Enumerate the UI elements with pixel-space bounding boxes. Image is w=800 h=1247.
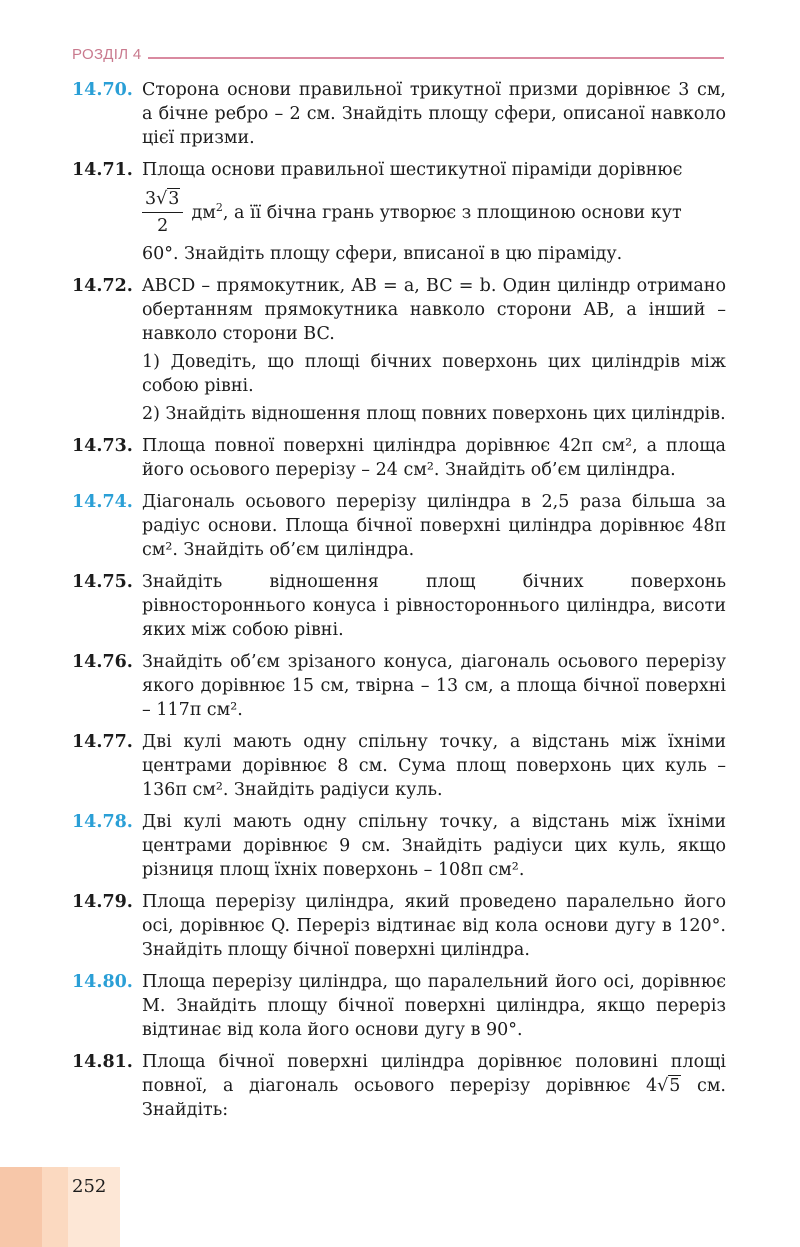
problem-number: 14.74. [72,492,133,512]
problem-text [191,201,681,225]
problem-text: 60°. Знайдіть площу сфери, вписаної в цю піраміду. [142,244,623,264]
problem-text: Дві кулі мають одну спільну точку, а відстань між їхніми центрами дорівнює 9 см. Знайдіть радіуси цих куль, якщо різниця площ їхніх поверхонь – 108π см². [142,812,726,880]
problem-number: 14.80. [72,972,133,992]
radical: √5 [657,1076,681,1096]
problem-number: 14.76. [72,652,133,672]
numerator-coef: 3 [145,189,157,209]
unit-exponent: 2 [215,201,223,215]
header-rule [148,57,724,59]
problem-text: Дві кулі мають одну спільну точку, а відстань між їхніми центрами дорівнює 8 см. Сума площ поверхонь цих куль – 136π см². Знайдіть радіуси куль. [142,732,726,800]
unit: дм [191,203,216,223]
radical-coef: 4 [645,1076,658,1096]
subtask-2: 2) Знайдіть відношення площ повних поверхонь цих циліндрів. [142,404,726,424]
section-label: РОЗДІЛ 4 [72,46,142,63]
problem-text: Сторона основи правильної трикутної призми дорівнює 3 см, а бічне ребро – 2 см. Знайдіть площу сфери, описаної навколо цієї призми. [142,80,726,148]
page-number: 252 [72,1176,107,1197]
problem-number: 14.72. [72,276,133,296]
problem-number: 14.78. [72,812,133,832]
page-header [72,46,724,66]
problem-text: Площа повної поверхні циліндра дорівнює 42π см², а площа його осьового перерізу – 24 см². Знайдіть об’єм циліндра. [142,436,726,480]
radical-expression [646,1075,681,1096]
fraction-denominator: 2 [157,216,169,236]
problem-number: 14.70. [72,80,133,100]
problem-14-80 [72,970,726,1042]
problem-text: Знайдіть об’єм зрізаного конуса, діагональ осьового перерізу якого дорівнює 15 см, твірна – 13 см, а площа бічної поверхні – 117π см². [142,652,726,720]
problem-number: 14.73. [72,436,133,456]
radical: √3 [156,189,180,209]
problem-text-tail: см. Знайдіть: [142,1076,726,1120]
problem-text: Площа перерізу циліндра, що паралельний його осі, дорівнює M. Знайдіть площу бічної поверхні циліндра, якщо переріз відтинає від кола його основи дугу в 90°. [142,972,726,1040]
radicand: 5 [669,1076,681,1096]
problem-number: 14.75. [72,572,133,592]
problem-14-79 [72,890,726,962]
problem-text: ABCD – прямокутник, AB = a, BC = b. Один циліндр отримано обертанням прямокутника навколо сторони AB, а інший – навколо сторони BC. [142,276,726,344]
fraction [142,188,183,238]
problem-14-71 [72,158,726,266]
problem-text-cont: , а її бічна грань утворює з площиною основи кут [222,203,682,223]
problem-14-77 [72,730,726,802]
formula-line [142,188,726,238]
fraction-numerator [142,188,183,213]
problem-14-76 [72,650,726,722]
problem-text: Знайдіть відношення площ бічних поверхонь рівностороннього конуса і рівностороннього циліндра, висоти яких між собою рівні. [142,572,726,640]
deco-stripe [42,1167,68,1247]
problem-number: 14.71. [72,160,133,180]
problem-number: 14.77. [72,732,133,752]
deco-stripe [0,1167,42,1247]
problem-14-74 [72,490,726,562]
problem-text: Площа бічної поверхні циліндра дорівнює половині площі повної, а діагональ осьового перерізу дорівнює [142,1052,726,1096]
problem-number: 14.81. [72,1052,133,1072]
subtask-1: 1) Доведіть, що площі бічних поверхонь цих циліндрів між собою рівні. [142,352,726,396]
problem-number: 14.79. [72,892,133,912]
problem-14-78 [72,810,726,882]
problem-14-81 [72,1050,726,1122]
radicand: 3 [168,189,180,209]
problem-text: Діагональ осьового перерізу циліндра в 2,5 раза більша за радіус основи. Площа бічної поверхні циліндра дорівнює 48π см². Знайдіть об’єм циліндра. [142,492,726,560]
problem-text: Площа основи правильної шестикутної піраміди дорівнює [142,160,683,180]
problem-14-75 [72,570,726,642]
problem-list [72,78,726,1130]
problem-text: Площа перерізу циліндра, який проведено паралельно його осі, дорівнює Q. Переріз відтинає від кола основи дугу в 120°. Знайдіть площу бічної поверхні циліндра. [142,892,726,960]
problem-14-72 [72,274,726,426]
problem-14-70 [72,78,726,150]
problem-14-73 [72,434,726,482]
